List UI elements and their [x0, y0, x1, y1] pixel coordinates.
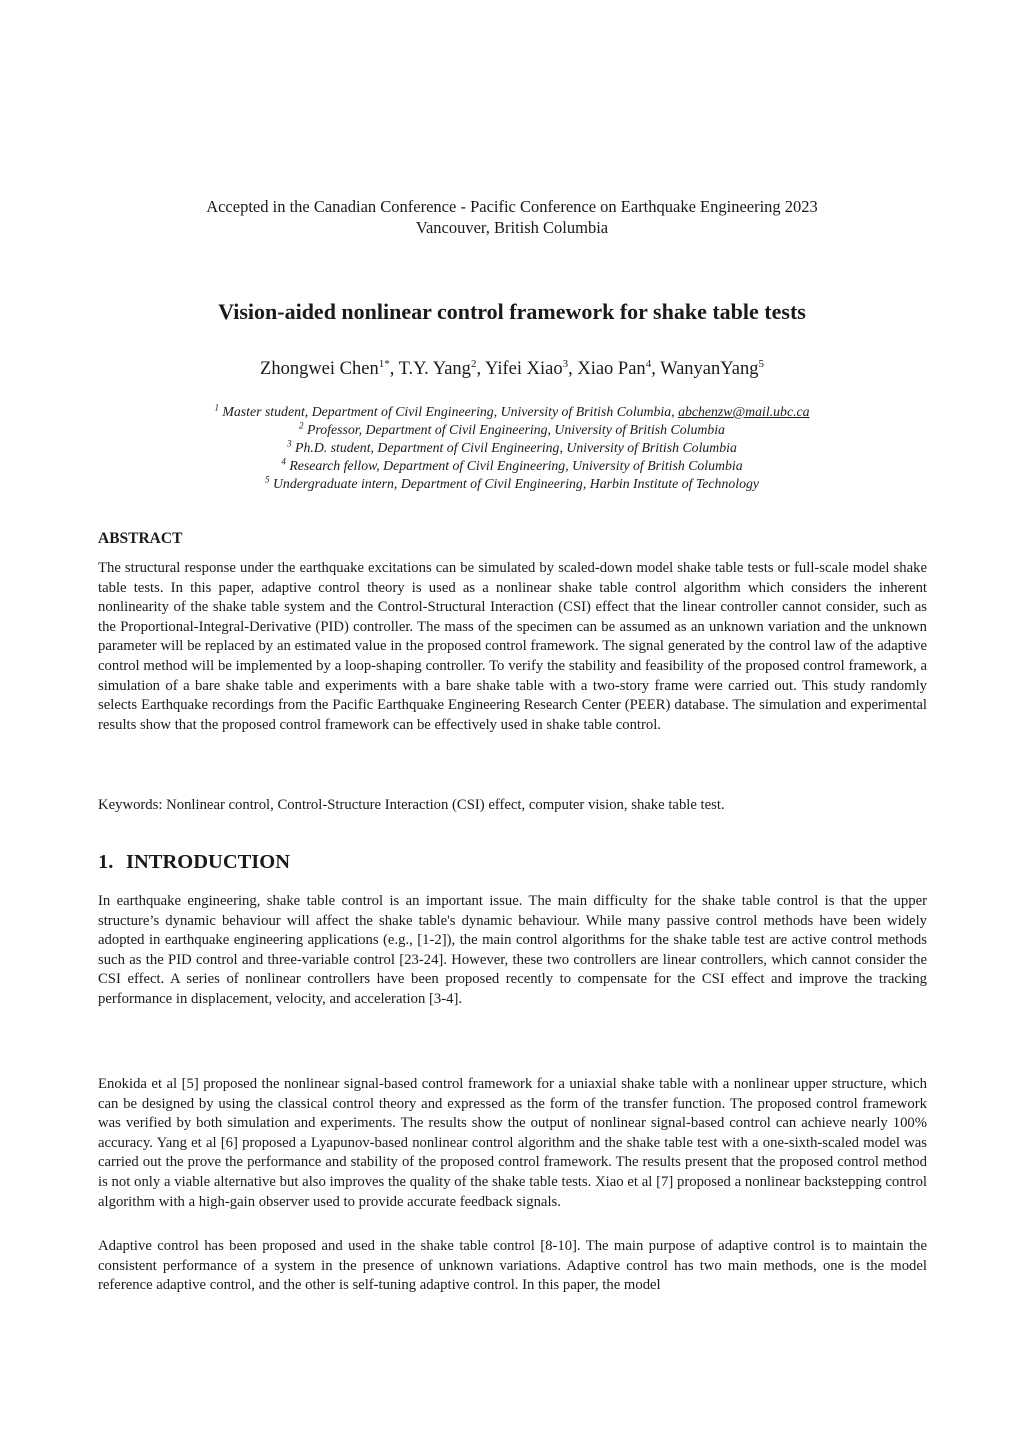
author-name: Xiao Pan	[577, 359, 646, 379]
affiliation-line	[0, 439, 1024, 457]
introduction-heading	[98, 849, 290, 875]
affiliation-line	[0, 457, 1024, 475]
author-superscript: 2	[470, 357, 477, 370]
conference-note	[0, 196, 1024, 238]
affiliation-text: Ph.D. student, Department of Civil Engineering, University of British Columbia	[295, 440, 737, 455]
author-name: Yifei Xiao	[485, 359, 563, 379]
affiliation-superscript: 1	[214, 402, 219, 413]
author-separator: ,	[389, 359, 399, 379]
intro-paragraph-1: In earthquake engineering, shake table control is an important issue. The main difficulty for the shake table control is that the upper structure’s dynamic behaviour will affect the shake table's dynamic behaviour. While many passive control methods have been widely adopted in earthquake engineering applications (e.g., [1-2]), the main control algorithms for the shake table test are active control methods such as the PID control and three-variable control [23-24]. However, these two controllers are linear controllers, which cannot consider the CSI effect. A series of nonlinear controllers have been proposed recently to compensate for the CSI effect and improve the tracking performance in displacement, velocity, and acceleration [3-4].	[98, 893, 927, 1007]
author-superscript: 1*	[378, 357, 390, 370]
section-number: 1.	[98, 851, 114, 873]
affiliation-line	[0, 421, 1024, 439]
author-separator: ,	[476, 359, 486, 379]
author-name: Zhongwei Chen	[260, 359, 379, 379]
email-link[interactable]: abchenzw@mail.ubc.ca	[678, 404, 810, 419]
affiliation-text: Research fellow, Department of Civil Engineering, University of British Columbia	[289, 458, 743, 473]
author-separator: ,	[651, 359, 661, 379]
paper-title: Vision-aided nonlinear control framework for shake table tests	[218, 299, 806, 324]
author-superscript: 3	[562, 357, 569, 370]
intro-paragraph-2: Enokida et al [5] proposed the nonlinear signal-based control framework for a uniaxial shake table with a nonlinear upper structure, which can be designed by using the classical control theory and expressed as the form of the transfer function. The proposed control framework was verified by both simulation and experiments. The results show the output of nonlinear signal-based control can achieve nearly 100% accuracy. Yang et al [6] proposed a Lyapunov-based nonlinear control algorithm and the shake table test with a one-sixth-scaled model was carried out the prove the performance and stability of the proposed control framework. The results present that the proposed control method is not only a viable alternative but also improves the quality of the shake table tests. Xiao et al [7] proposed a nonlinear backstepping control algorithm with a high-gain observer used to provide accurate feedback signals.	[98, 1076, 927, 1210]
author-superscript: 5	[758, 357, 764, 370]
abstract-body: The structural response under the earthquake excitations can be simulated by scaled-down model shake table tests or full-scale model shake table tests. In this paper, adaptive control theory is used as a nonlinear shake table control algorithm which considers the inherent nonlinearity of the shake table system and the Control-Structural Interaction (CSI) effect that the linear controller cannot consider, such as the Proportional-Integral-Derivative (PID) controller. The mass of the specimen can be assumed as an unknown variation and the unknown parameter will be replaced by an estimated value in the proposed control framework. The signal generated by the control law of the adaptive control method will be implemented by a loop-shaping controller. To verify the stability and feasibility of the proposed control framework, a simulation of a bare shake table and experiments with a bare shake table with a two-story frame were carried out. This study randomly selects Earthquake recordings from the Pacific Earthquake Engineering Research Center (PEER) database. The simulation and experimental results show that the proposed control framework can be effectively used in shake table control.	[98, 560, 927, 733]
abstract-heading: ABSTRACT	[98, 530, 183, 547]
affiliation-superscript: 3	[287, 438, 292, 449]
affiliation-text: Undergraduate intern, Department of Civil Engineering, Harbin Institute of Technology	[272, 476, 759, 491]
author-name: WanyanYang	[660, 359, 759, 379]
affiliation-text: Master student, Department of Civil Engineering, University of British Columbia,	[222, 404, 679, 419]
affiliation-line	[0, 403, 1024, 421]
conference-line-2: Vancouver, British Columbia	[415, 218, 609, 237]
author-list	[0, 357, 1024, 381]
section-title: INTRODUCTION	[126, 851, 291, 873]
affiliation-list	[0, 403, 1024, 493]
author-separator: ,	[568, 359, 578, 379]
keywords: Keywords: Nonlinear control, Control-Structure Interaction (CSI) effect, computer vision, shake table test.	[98, 797, 725, 813]
conference-line-1: Accepted in the Canadian Conference - Pacific Conference on Earthquake Engineering 2023	[206, 197, 818, 216]
affiliation-superscript: 4	[281, 456, 286, 467]
affiliation-superscript: 5	[265, 474, 270, 485]
author-superscript: 4	[645, 357, 652, 370]
author-name: T.Y. Yang	[398, 359, 471, 379]
affiliation-line	[0, 475, 1024, 493]
affiliation-superscript: 2	[299, 420, 304, 431]
affiliation-text: Professor, Department of Civil Engineering, University of British Columbia	[306, 422, 725, 437]
intro-paragraph-3: Adaptive control has been proposed and used in the shake table control [8-10]. The main purpose of adaptive control is to maintain the consistent performance of a system in the presence of unknown variations. Adaptive control has two main methods, one is the model reference adaptive control, and the other is self-tuning adaptive control. In this paper, the model	[98, 1238, 927, 1294]
